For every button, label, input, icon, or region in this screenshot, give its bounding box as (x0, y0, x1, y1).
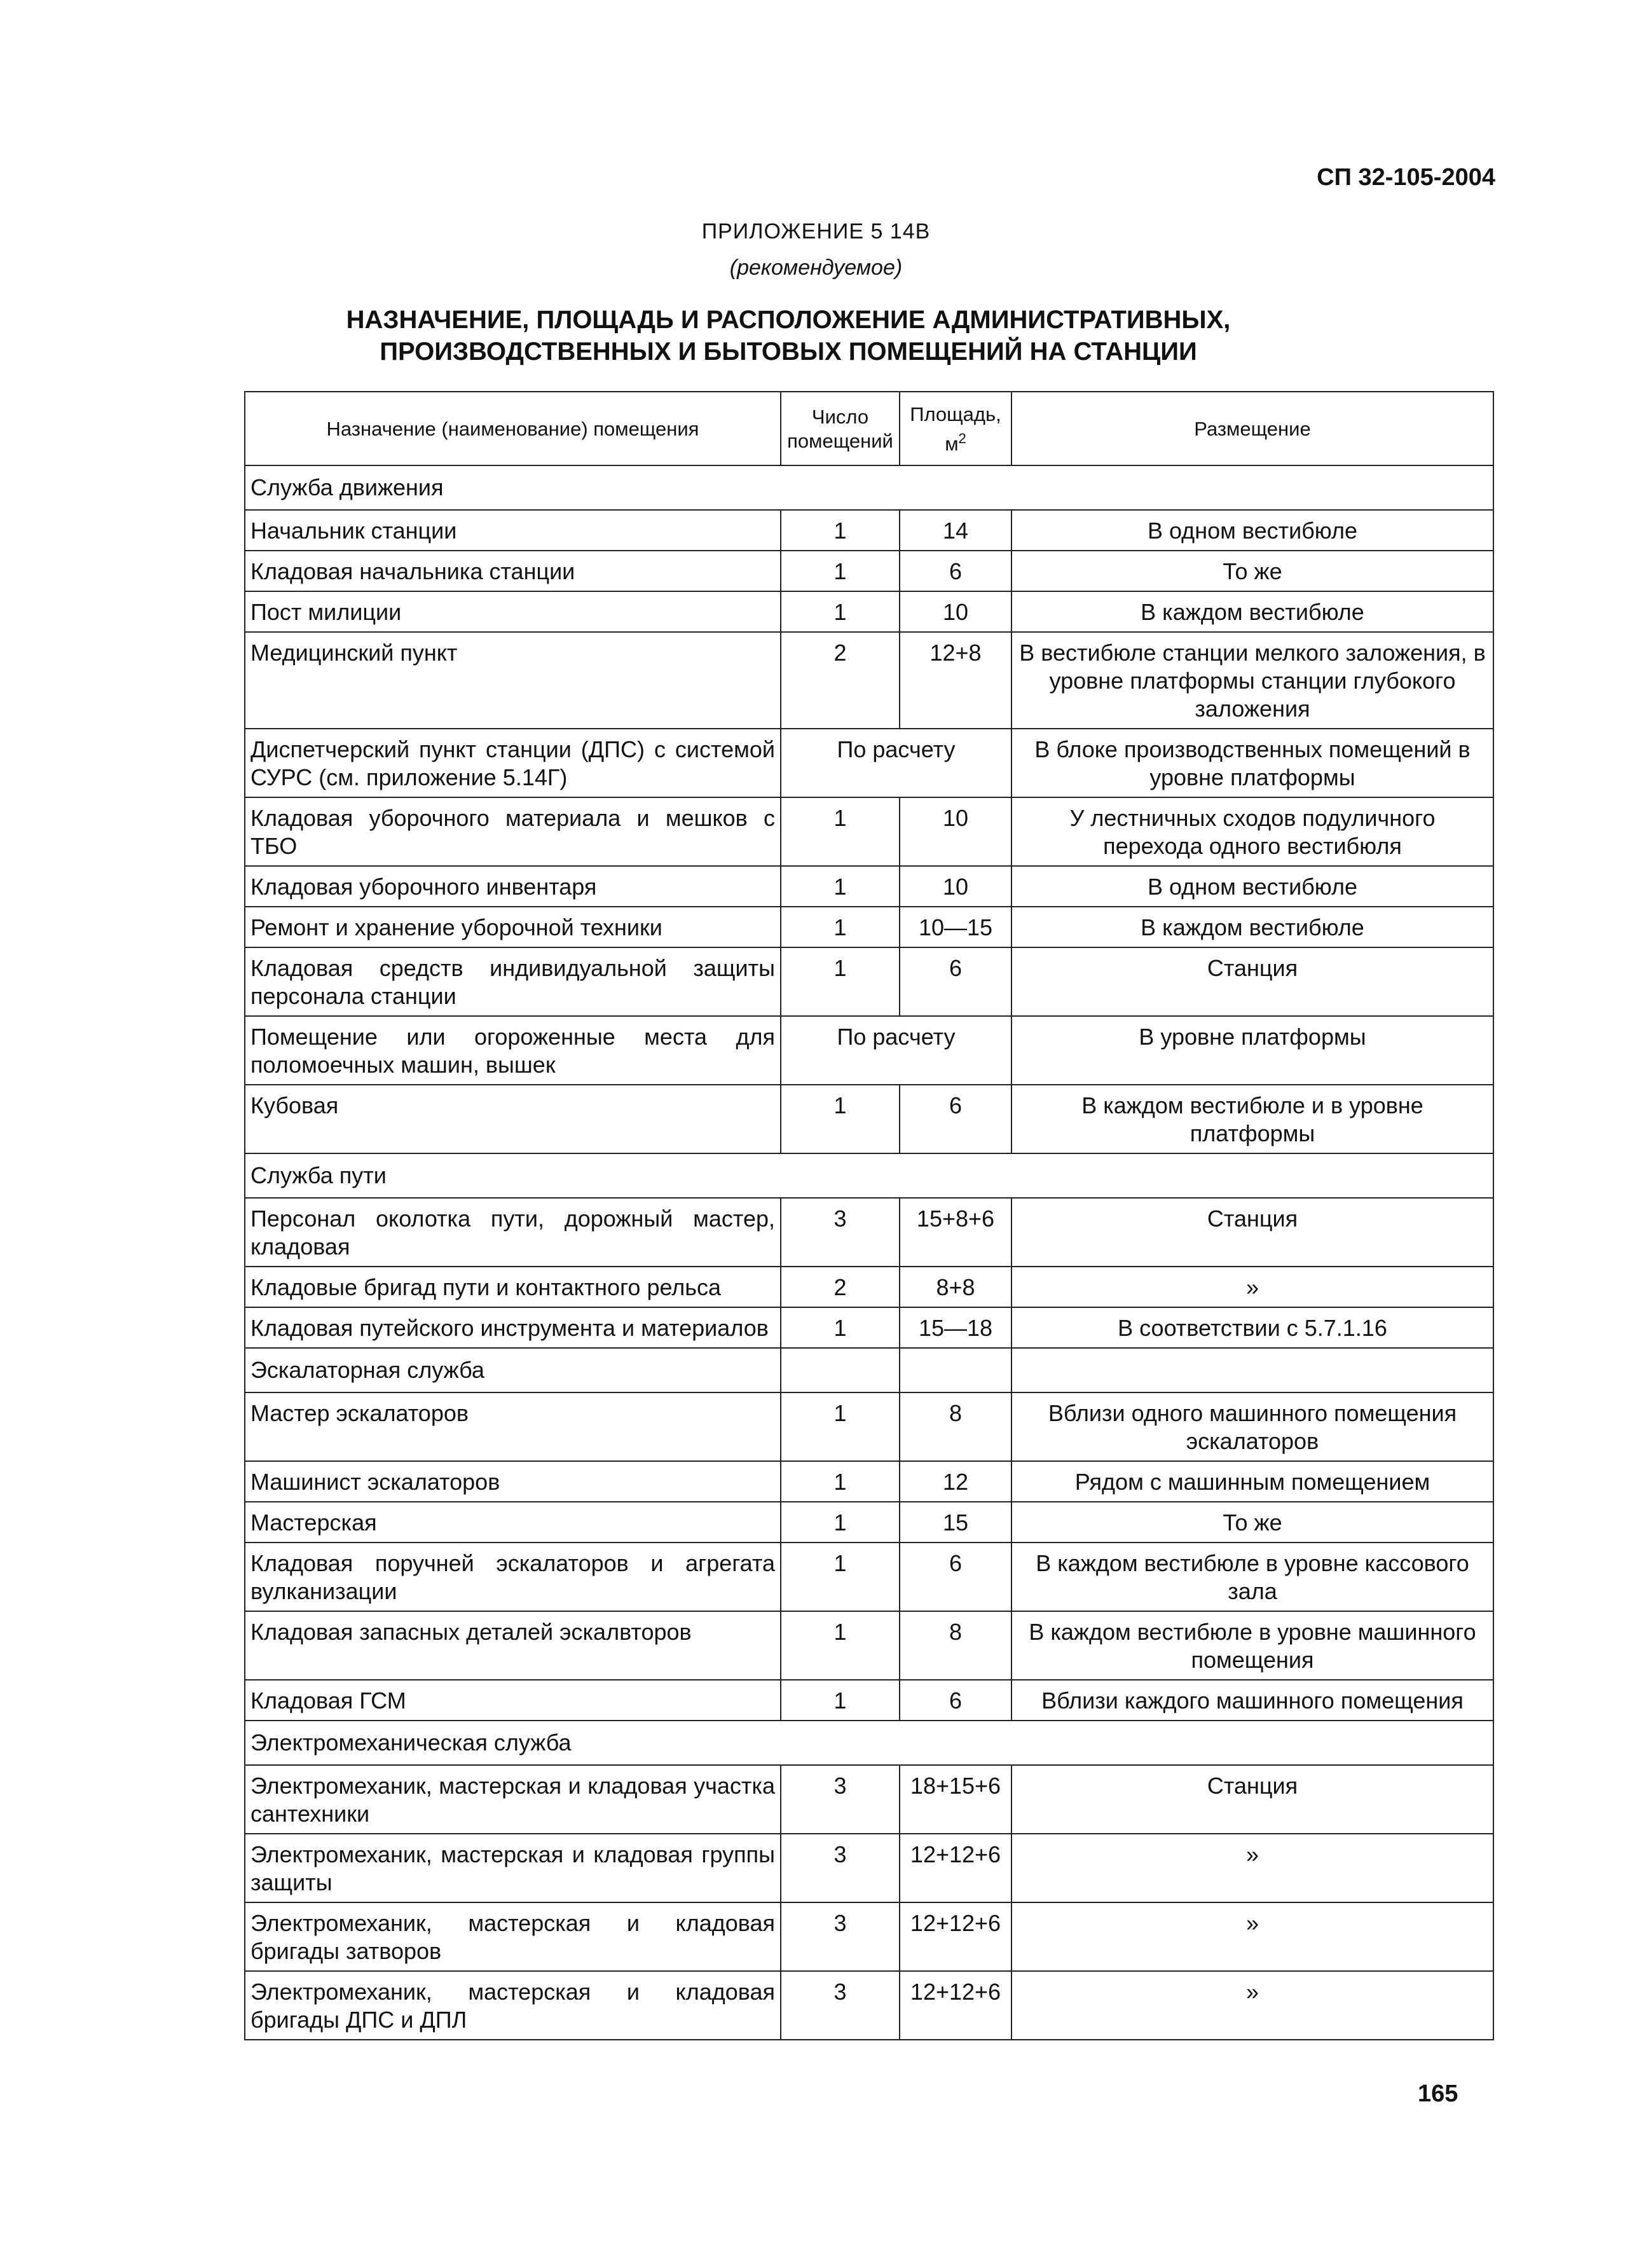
room-placement: Вблизи каждого машинного помещения (1011, 1680, 1493, 1721)
section-row (245, 465, 1493, 510)
room-name: Кубовая (245, 1085, 781, 1153)
room-name: Кладовая запасных деталей эскалвторов (245, 1611, 781, 1680)
room-area: 12+12+6 (900, 1834, 1011, 1902)
page-title (318, 304, 1259, 368)
header-count-line-2: помещений (787, 430, 893, 452)
room-count: 3 (781, 1765, 900, 1834)
room-area: 6 (900, 551, 1011, 591)
room-count: 1 (781, 907, 900, 947)
room-count: 1 (781, 591, 900, 632)
room-placement: То же (1011, 551, 1493, 591)
room-count: 1 (781, 510, 900, 551)
header-placement: Размещение (1011, 392, 1493, 465)
rooms-table (244, 391, 1494, 2040)
table-row (245, 510, 1493, 551)
room-name: Кладовая уборочного материала и мешков с ТБО (245, 797, 781, 866)
section-row (245, 1153, 1493, 1198)
header-area-line-2 (905, 427, 1006, 456)
room-placement: » (1011, 1902, 1493, 1971)
room-count: 3 (781, 1834, 900, 1902)
room-placement: В каждом вестибюле и в уровне платформы (1011, 1085, 1493, 1153)
room-area: 12+12+6 (900, 1902, 1011, 1971)
room-name: Кладовая уборочного инвентаря (245, 866, 781, 907)
room-name: Мастерская (245, 1502, 781, 1543)
room-area: 14 (900, 510, 1011, 551)
table-row (245, 907, 1493, 947)
room-count: 3 (781, 1902, 900, 1971)
room-name: Кладовая путейского инструмента и материалов (245, 1307, 781, 1348)
room-count: 1 (781, 1085, 900, 1153)
table-row (245, 729, 1493, 797)
room-area: 15 (900, 1502, 1011, 1543)
room-name: Персонал околотка пути, дорожный мастер, кладовая (245, 1198, 781, 1267)
table-row (245, 1902, 1493, 1971)
room-area: 15—18 (900, 1307, 1011, 1348)
room-name: Ремонт и хранение уборочной техники (245, 907, 781, 947)
header-area-line-1: Площадь, (910, 402, 1001, 425)
table-row (245, 1502, 1493, 1543)
header-area-unit-power: 2 (958, 430, 966, 446)
room-placement: В вестибюле станции мелкого заложения, в уровне платформы станции глубокого заложения (1011, 632, 1493, 729)
section-title: Эскалаторная служба (245, 1348, 781, 1392)
room-count: 3 (781, 1198, 900, 1267)
room-area: 10 (900, 866, 1011, 907)
room-area: 6 (900, 1543, 1011, 1611)
room-name: Начальник станции (245, 510, 781, 551)
title-line-1: НАЗНАЧЕНИЕ, ПЛОЩАДЬ И РАСПОЛОЖЕНИЕ АДМИНИСТРАТИВНЫХ, (346, 306, 1231, 334)
room-placement: В соответствии с 5.7.1.16 (1011, 1307, 1493, 1348)
room-name: Помещение или огороженные места для поломоечных машин, вышек (245, 1016, 781, 1085)
table-row (245, 1016, 1493, 1085)
room-count: 1 (781, 1392, 900, 1461)
header-count-line-1: Число (811, 406, 869, 428)
room-count: По расчету (781, 729, 1011, 797)
table-row (245, 1765, 1493, 1834)
room-count: 1 (781, 1502, 900, 1543)
table-row (245, 1680, 1493, 1721)
table-row (245, 1611, 1493, 1680)
room-placement: » (1011, 1971, 1493, 2040)
room-count: 1 (781, 947, 900, 1016)
room-count: 2 (781, 632, 900, 729)
document-code: СП 32-105-2004 (1317, 164, 1495, 191)
section-title: Служба пути (245, 1153, 1493, 1198)
table-row (245, 551, 1493, 591)
room-placement: » (1011, 1267, 1493, 1307)
room-name: Электромеханик, мастерская и кладовая бригады ДПС и ДПЛ (245, 1971, 781, 2040)
room-area: 18+15+6 (900, 1765, 1011, 1834)
room-area: 6 (900, 1085, 1011, 1153)
room-name: Кладовые бригад пути и контактного рельса (245, 1267, 781, 1307)
table-row (245, 591, 1493, 632)
room-placement: У лестничных сходов подуличного перехода одного вестибюля (1011, 797, 1493, 866)
room-placement: Рядом с машинным помещением (1011, 1461, 1493, 1502)
table-row (245, 797, 1493, 866)
room-area: 6 (900, 947, 1011, 1016)
room-name: Кладовая поручней эскалаторов и агрегата вулканизации (245, 1543, 781, 1611)
room-area: 8+8 (900, 1267, 1011, 1307)
room-name: Электромеханик, мастерская и кладовая участка сантехники (245, 1765, 781, 1834)
appendix-label: ПРИЛОЖЕНИЕ 5 14В (701, 219, 931, 244)
table-row (245, 866, 1493, 907)
table-row (245, 632, 1493, 729)
section-title: Электромеханическая служба (245, 1721, 1493, 1765)
room-area: 8 (900, 1611, 1011, 1680)
appendix-note: (рекомендуемое) (729, 256, 903, 280)
table-row (245, 947, 1493, 1016)
table-row (245, 1267, 1493, 1307)
room-count: 1 (781, 1680, 900, 1721)
empty-cell (781, 1348, 900, 1392)
room-placement: Вблизи одного машинного помещения эскалаторов (1011, 1392, 1493, 1461)
room-area: 15+8+6 (900, 1198, 1011, 1267)
room-count: 1 (781, 866, 900, 907)
room-count: 1 (781, 1461, 900, 1502)
room-count: 2 (781, 1267, 900, 1307)
table-row (245, 1392, 1493, 1461)
room-placement: Станция (1011, 1765, 1493, 1834)
table-row (245, 1198, 1493, 1267)
room-name: Машинист эскалаторов (245, 1461, 781, 1502)
room-area: 12+8 (900, 632, 1011, 729)
room-placement: Станция (1011, 1198, 1493, 1267)
room-area: 10—15 (900, 907, 1011, 947)
table-row (245, 1307, 1493, 1348)
room-name: Электромеханик, мастерская и кладовая группы защиты (245, 1834, 781, 1902)
section-title: Служба движения (245, 465, 1493, 510)
room-placement: В каждом вестибюле (1011, 591, 1493, 632)
room-placement: В одном вестибюле (1011, 510, 1493, 551)
table-row (245, 1834, 1493, 1902)
section-row (245, 1348, 1493, 1392)
header-area-unit: м (945, 432, 959, 455)
room-name: Кладовая средств индивидуальной защиты персонала станции (245, 947, 781, 1016)
table-row (245, 1085, 1493, 1153)
room-area: 10 (900, 797, 1011, 866)
room-placement: В уровне платформы (1011, 1016, 1493, 1085)
table-header-row (245, 392, 1493, 465)
room-count: 3 (781, 1971, 900, 2040)
room-area: 6 (900, 1680, 1011, 1721)
room-placement: Станция (1011, 947, 1493, 1016)
table-row (245, 1461, 1493, 1502)
room-name: Диспетчерский пункт станции (ДПС) с системой СУРС (см. приложение 5.14Г) (245, 729, 781, 797)
empty-cell (1011, 1348, 1493, 1392)
page-number: 165 (1418, 2080, 1458, 2107)
room-area: 10 (900, 591, 1011, 632)
room-placement: В одном вестибюле (1011, 866, 1493, 907)
room-name: Кладовая начальника станции (245, 551, 781, 591)
room-count: 1 (781, 1307, 900, 1348)
room-name: Кладовая ГСМ (245, 1680, 781, 1721)
room-count: 1 (781, 551, 900, 591)
room-name: Электромеханик, мастерская и кладовая бригады затворов (245, 1902, 781, 1971)
room-name: Пост милиции (245, 591, 781, 632)
room-placement: В каждом вестибюле (1011, 907, 1493, 947)
table-row (245, 1543, 1493, 1611)
room-name: Медицинский пункт (245, 632, 781, 729)
room-placement: В каждом вестибюле в уровне кассового зала (1011, 1543, 1493, 1611)
room-area: 12 (900, 1461, 1011, 1502)
title-line-2: ПРОИЗВОДСТВЕННЫХ И БЫТОВЫХ ПОМЕЩЕНИЙ НА СТАНЦИИ (380, 338, 1197, 366)
room-area: 8 (900, 1392, 1011, 1461)
room-placement: » (1011, 1834, 1493, 1902)
header-count (781, 392, 900, 465)
room-area: 12+12+6 (900, 1971, 1011, 2040)
room-count: 1 (781, 1611, 900, 1680)
room-name: Мастер эскалаторов (245, 1392, 781, 1461)
room-placement: То же (1011, 1502, 1493, 1543)
room-count: По расчету (781, 1016, 1011, 1085)
room-count: 1 (781, 1543, 900, 1611)
table-row (245, 1971, 1493, 2040)
section-row (245, 1721, 1493, 1765)
empty-cell (900, 1348, 1011, 1392)
room-count: 1 (781, 797, 900, 866)
room-placement: В блоке производственных помещений в уровне платформы (1011, 729, 1493, 797)
room-placement: В каждом вестибюле в уровне машинного помещения (1011, 1611, 1493, 1680)
header-name: Назначение (наименование) помещения (245, 392, 781, 465)
header-area (900, 392, 1011, 465)
